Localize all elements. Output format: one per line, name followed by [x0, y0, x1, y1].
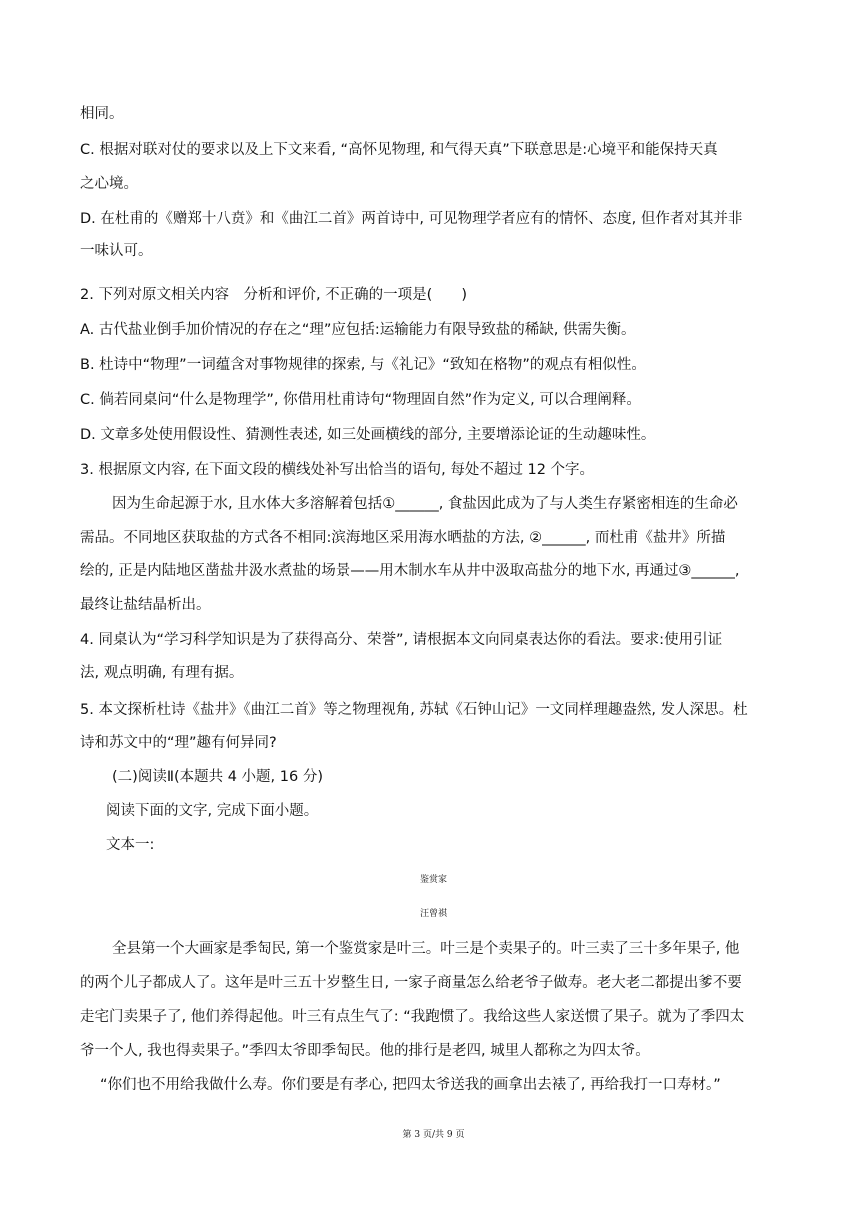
article-title: 鉴赏家: [419, 875, 447, 885]
text-line: 相同。: [80, 106, 124, 122]
question-3-stem: 3. 根据原文内容, 在下面文段的横线处补写出恰当的语句, 每处不超过 12 个字。: [80, 462, 595, 478]
article-paragraph-line: 的两个儿子都成人了。这年是叶三五十岁整生日, 一家子商量怎么给老爷子做寿。老大老二都提出爹不要: [80, 975, 742, 991]
option-d-line: D. 文章多处使用假设性、猜测性表述, 如三处画横线的部分, 主要增添论证的生动趣味性。: [80, 427, 656, 443]
option-c-line: C. 根据对联对仗的要求以及上下文来看, “高怀见物理, 和气得天真”下联意思是:心境平和能保持天真: [80, 142, 718, 158]
option-d-line: D. 在杜甫的《赠郑十八贲》和《曲江二首》两首诗中, 可见物理学者应有的情怀、态度, 但作者对其并非: [80, 211, 743, 227]
instruction-line: 阅读下面的文字, 完成下面小题。: [106, 803, 319, 819]
page-footer: 第 3 页/共 9 页: [402, 1130, 465, 1140]
text-line: 诗和苏文中的“理”趣有何异同?: [80, 735, 277, 751]
article-author: 汪曾祺: [419, 909, 447, 919]
question-4-stem: 4. 同桌认为“学习科学知识是为了获得高分、荣誉”, 请根据本文向同桌表达你的看法。要求:使用引证: [80, 632, 723, 648]
option-c-line: C. 倘若同桌问“什么是物理学”, 你借用杜甫诗句“物理固自然”作为定义, 可以合理阐释。: [80, 392, 641, 408]
text-label: 文本一:: [106, 837, 155, 853]
option-b-line: B. 杜诗中“物理”一词蕴含对事物规律的探索, 与《礼记》“致知在格物”的观点有相似性。: [80, 357, 646, 373]
article-paragraph-line: “你们也不用给我做什么寿。你们要是有孝心, 把四太爷送我的画拿出去裱了, 再给我打一口寿材。”: [100, 1077, 721, 1093]
text-line: 一味认可。: [80, 243, 153, 259]
text-line: 之心境。: [80, 176, 138, 192]
fill-blank-paragraph-line: 因为生命起源于水, 且水体大多溶解着包括①______, 食盐因此成为了与人类生存紧密相连的生命必: [112, 496, 738, 512]
fill-blank-paragraph-line: 绘的, 正是内陆地区凿盐井汲水煮盐的场景——用木制水车从井中汲取高盐分的地下水, 再通过③______,: [80, 563, 740, 579]
question-5-stem: 5. 本文探析杜诗《盐井》《曲江二首》等之物理视角, 苏轼《石钟山记》一文同样理趣盎然, 发人深思。杜: [80, 702, 748, 718]
article-paragraph-line: 爷一个人, 我也得卖果子。”季四太爷即季匋民。他的排行是老四, 城里人都称之为四太爷。: [80, 1043, 650, 1059]
article-paragraph-line: 走宅门卖果子了, 他们养得起他。叶三有点生气了: “我跑惯了。我给这些人家送惯了果子。就为了季四太: [80, 1009, 745, 1025]
fill-blank-paragraph-line: 最终让盐结晶析出。: [80, 597, 211, 613]
question-2-stem: 2. 下列对原文相关内容 分析和评价, 不正确的一项是( ): [80, 287, 467, 303]
fill-blank-paragraph-line: 需品。不同地区获取盐的方式各不相同:滨海地区采用海水晒盐的方法, ②______, 而杜甫《盐井》所描: [80, 530, 726, 546]
article-paragraph-line: 全县第一个大画家是季匋民, 第一个鉴赏家是叶三。叶三是个卖果子的。叶三卖了三十多年果子, 他: [112, 941, 740, 957]
option-a-line: A. 古代盐业倒手加价情况的存在之“理”应包括:运输能力有限导致盐的稀缺, 供需失衡。: [80, 322, 636, 338]
section-heading: (二)阅读Ⅱ(本题共 4 小题, 16 分): [112, 769, 323, 785]
text-line: 法, 观点明确, 有理有据。: [80, 665, 244, 681]
